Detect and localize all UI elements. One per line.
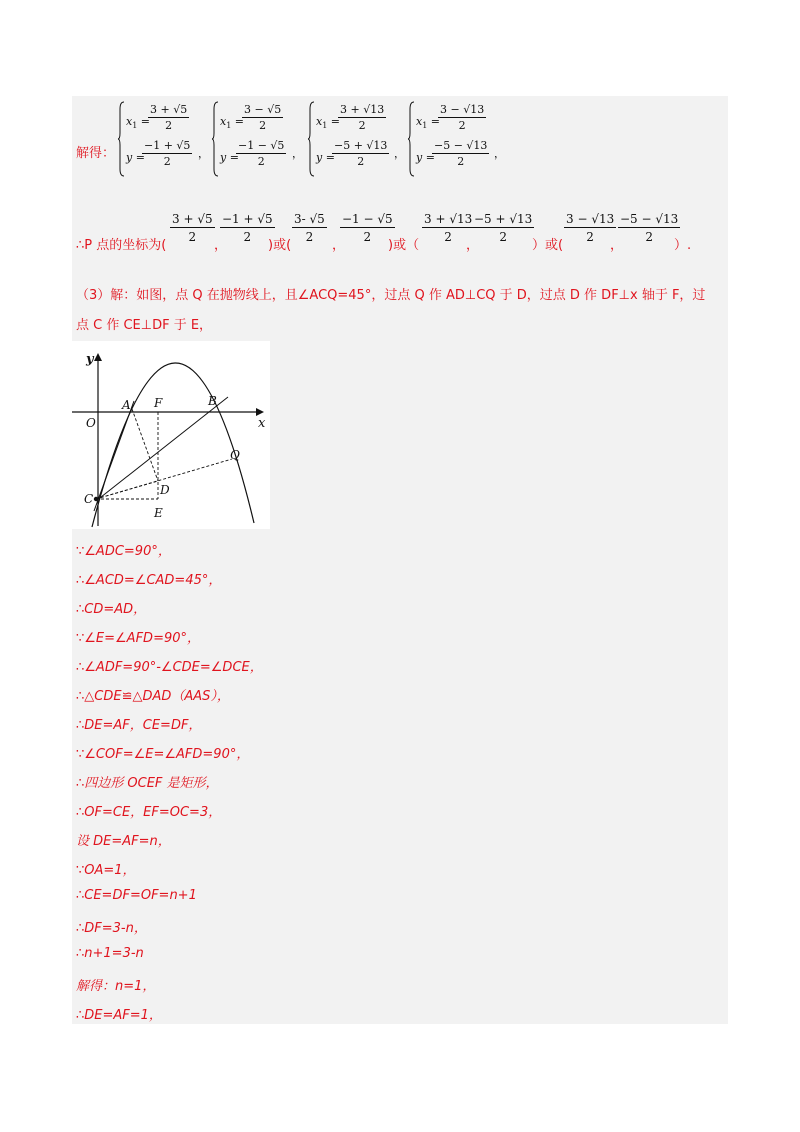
solve-label: 解得： — [76, 146, 116, 161]
point-label-a: A — [122, 398, 131, 412]
proof-line: ∴△CDE≌△DAD（AAS）， — [76, 689, 230, 704]
proof-line: ∵∠E=∠AFD=90°， — [76, 631, 201, 646]
y-fraction: $\frac{-1 + √5}{2}$ — [144, 139, 191, 168]
p3-y: −5 + √13 2 — [474, 212, 533, 244]
proof-line: ∴OF=CE，EF=OC=3， — [76, 805, 222, 820]
proof-line: ∴∠ACD=∠CAD=45°， — [76, 573, 222, 588]
equation-system-3: $x_1$ = $\frac{3 + √13}{2}$ y = $\frac{-5 + √13}{2}$ ， — [308, 99, 408, 181]
geometry-figure — [72, 341, 270, 529]
x-fraction: $\frac{3 - √5}{2}$ — [244, 103, 282, 132]
part3-line2: 点 C 作 CE⊥DF 于 E， — [76, 318, 213, 333]
y-fraction: $\frac{-5 - √13}{2}$ — [434, 139, 488, 168]
x-fraction: $\frac{3 + √5}{2}$ — [150, 103, 188, 132]
y-fraction: $\frac{-1 - √5}{2}$ — [238, 139, 285, 168]
equation-system-1: $x_1$ = $\frac{3 + √5}{2}$ y = $\frac{-1 + √5}{2}$ ， — [118, 99, 210, 181]
part3-line1: （3）解：如图，点 Q 在抛物线上，且∠ACQ=45°，过点 Q 作 AD⊥CQ 于 D，过点 D 作 DF⊥x 轴于 F，过 — [76, 288, 706, 303]
p4-x: 3 − √13 2 — [566, 212, 615, 244]
proof-line: ∴DE=AF，CE=DF， — [76, 718, 202, 733]
proof-line: 设 DE=AF=n， — [76, 834, 171, 849]
left-brace-icon — [408, 101, 414, 177]
p1-y: −1 + √5 2 — [222, 212, 273, 244]
proof-line: 解得：n=1， — [76, 979, 156, 994]
point-label-d: D — [160, 483, 170, 497]
x-fraction: $\frac{3 - √13}{2}$ — [440, 103, 485, 132]
proof-line: ∵OA=1， — [76, 863, 136, 878]
y-fraction: $\frac{-5 + √13}{2}$ — [334, 139, 388, 168]
parabola-diagram — [72, 341, 270, 529]
p2-x: 3- √5 2 — [294, 212, 325, 244]
y-axis-label: y — [86, 352, 94, 367]
p4-y: −5 − √13 2 — [620, 212, 679, 244]
left-brace-icon — [212, 101, 218, 177]
point-label-q: Q — [230, 448, 240, 462]
point-label-b: B — [208, 394, 217, 408]
proof-line: ∵∠COF=∠E=∠AFD=90°， — [76, 747, 250, 762]
coords-prefix: ∴P 点的坐标为( — [76, 238, 167, 253]
proof-line: ∴CD=AD， — [76, 602, 147, 617]
point-label-o: O — [86, 416, 96, 430]
proof-line: ∴CE=DF=OF=n+1 — [76, 888, 197, 903]
p1-x: 3 + √5 2 — [172, 212, 213, 244]
proof-line: ∴DF=3-n， — [76, 921, 147, 936]
point-label-c: C — [84, 492, 94, 506]
left-brace-icon — [118, 101, 124, 177]
p2-y: −1 − √5 2 — [342, 212, 393, 244]
point-label-f: F — [154, 396, 163, 410]
x-axis-label: x — [258, 416, 266, 431]
proof-line: ∴DE=AF=1， — [76, 1008, 162, 1023]
equation-system-4: $x_1$ = $\frac{3 - √13}{2}$ y = $\frac{-5 - √13}{2}$ ， — [408, 99, 508, 181]
equation-system-2: $x_1$ = $\frac{3 - √5}{2}$ y = $\frac{-1 - √5}{2}$ ， — [212, 99, 304, 181]
p3-x: 3 + √13 2 — [424, 212, 473, 244]
x-fraction: $\frac{3 + √13}{2}$ — [340, 103, 385, 132]
proof-line: ∵∠ADC=90°， — [76, 544, 171, 559]
left-brace-icon — [308, 101, 314, 177]
proof-line: ∴n+1=3-n — [76, 946, 144, 961]
point-label-e: E — [154, 506, 163, 520]
proof-line: ∴∠ADF=90°-∠CDE=∠DCE， — [76, 660, 263, 675]
proof-line: ∴四边形 OCEF 是矩形， — [76, 776, 219, 791]
